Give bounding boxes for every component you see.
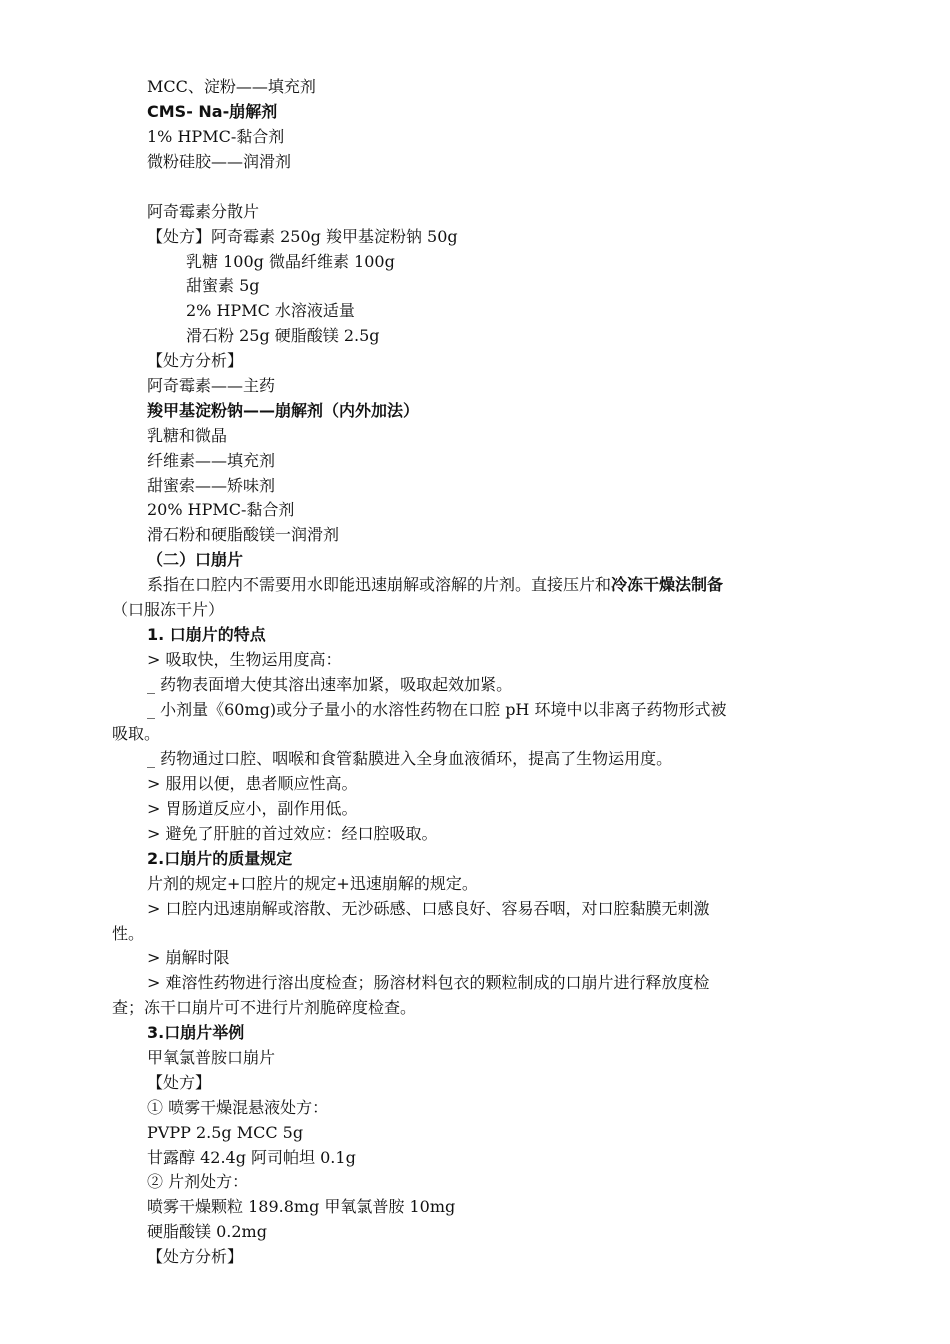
text-line: （口服冻干片） — [112, 600, 225, 619]
text-line: 【处方分析】 — [147, 351, 244, 370]
text-line: 甘露醇 42.4g 阿司帕坦 0.1g — [147, 1148, 356, 1167]
text-line-bold: CMS- Na-崩解剂 — [147, 102, 278, 121]
bullet-item: > 服用以便，患者顺应性高。 — [147, 774, 358, 793]
text-line: MCC、淀粉——填充剂 — [147, 77, 316, 96]
section-title: 阿奇霉素分散片 — [147, 202, 260, 221]
text-line: ② 片剂处方： — [147, 1172, 249, 1191]
heading: 2.口崩片的质量规定 — [147, 849, 293, 868]
heading: （二）口崩片 — [147, 550, 244, 569]
text-line: 喷雾干燥颗粒 189.8mg 甲氧氯普胺 10mg — [147, 1197, 456, 1216]
bullet-item: _ 药物表面增大使其溶出速率加紧，吸取起效加紧。 — [147, 675, 513, 694]
bullet-item: > 崩解时限 — [147, 948, 230, 967]
text-line: 硬脂酸镁 0.2mg — [147, 1222, 267, 1241]
text-line: 纤维素——填充剂 — [147, 451, 276, 470]
text-line: 阿奇霉素——主药 — [147, 376, 276, 395]
text-line: 1% HPMC-黏合剂 — [147, 127, 285, 146]
text-line: 滑石粉 25g 硬脂酸镁 2.5g — [186, 326, 380, 345]
text-line: 乳糖 100g 微晶纤维素 100g — [186, 252, 395, 271]
text-line: 微粉硅胶——润滑剂 — [147, 152, 292, 171]
bullet-item: > 避免了肝脏的首过效应：经口腔吸取。 — [147, 824, 438, 843]
text-line: 滑石粉和硬脂酸镁一润滑剂 — [147, 525, 340, 544]
text-line: 片剂的规定+口腔片的规定+迅速崩解的规定。 — [147, 874, 478, 893]
paragraph-emphasis: 冷冻干燥法制备 — [611, 575, 724, 594]
text-line: 乳糖和微晶 — [147, 426, 228, 445]
text-line: 【处方】 — [147, 1073, 212, 1092]
paragraph — [147, 575, 723, 595]
text-line: 甜蜜索——矫味剂 — [147, 476, 276, 495]
heading: 3.口崩片举例 — [147, 1023, 245, 1042]
text-line: 2% HPMC 水溶液适量 — [186, 301, 355, 320]
text-line: 20% HPMC-黏合剂 — [147, 500, 295, 519]
bullet-item: _ 小剂量《60mg)或分子量小的水溶性药物在口腔 pH 环境中以非离子药物形式被 — [147, 700, 727, 719]
heading: 1. 口崩片的特点 — [147, 625, 266, 644]
text-line: 性。 — [112, 924, 145, 943]
bullet-item: > 吸取快，生物运用度高： — [147, 650, 342, 669]
text-line: PVPP 2.5g MCC 5g — [147, 1123, 304, 1142]
text-line: 吸取。 — [112, 724, 161, 743]
text-line: 【处方分析】 — [147, 1247, 244, 1266]
paragraph-text: 系指在口腔内不需要用水即能迅速崩解或溶解的片剂。直接压片和 — [147, 575, 612, 594]
text-line: 甲氧氯普胺口崩片 — [147, 1048, 276, 1067]
text-line: 【处方】阿奇霉素 250g 羧甲基淀粉钠 50g — [147, 227, 458, 246]
text-line: 查；冻干口崩片可不进行片剂脆碎度检查。 — [112, 998, 417, 1017]
text-line-bold: 羧甲基淀粉钠——崩解剂（内外加法） — [147, 401, 420, 420]
text-line: 甜蜜素 5g — [186, 276, 260, 295]
bullet-item: > 难溶性药物进行溶出度检查；肠溶材料包衣的颗粒制成的口崩片进行释放度检 — [147, 973, 710, 992]
bullet-item: > 胃肠道反应小，副作用低。 — [147, 799, 358, 818]
bullet-item: > 口腔内迅速崩解或溶散、无沙砾感、口感良好、容易吞咽，对口腔黏膜无刺激 — [147, 899, 710, 918]
text-line: ① 喷雾干燥混悬液处方： — [147, 1098, 329, 1117]
bullet-item: _ 药物通过口腔、咽喉和食管黏膜进入全身血液循环，提高了生物运用度。 — [147, 749, 673, 768]
